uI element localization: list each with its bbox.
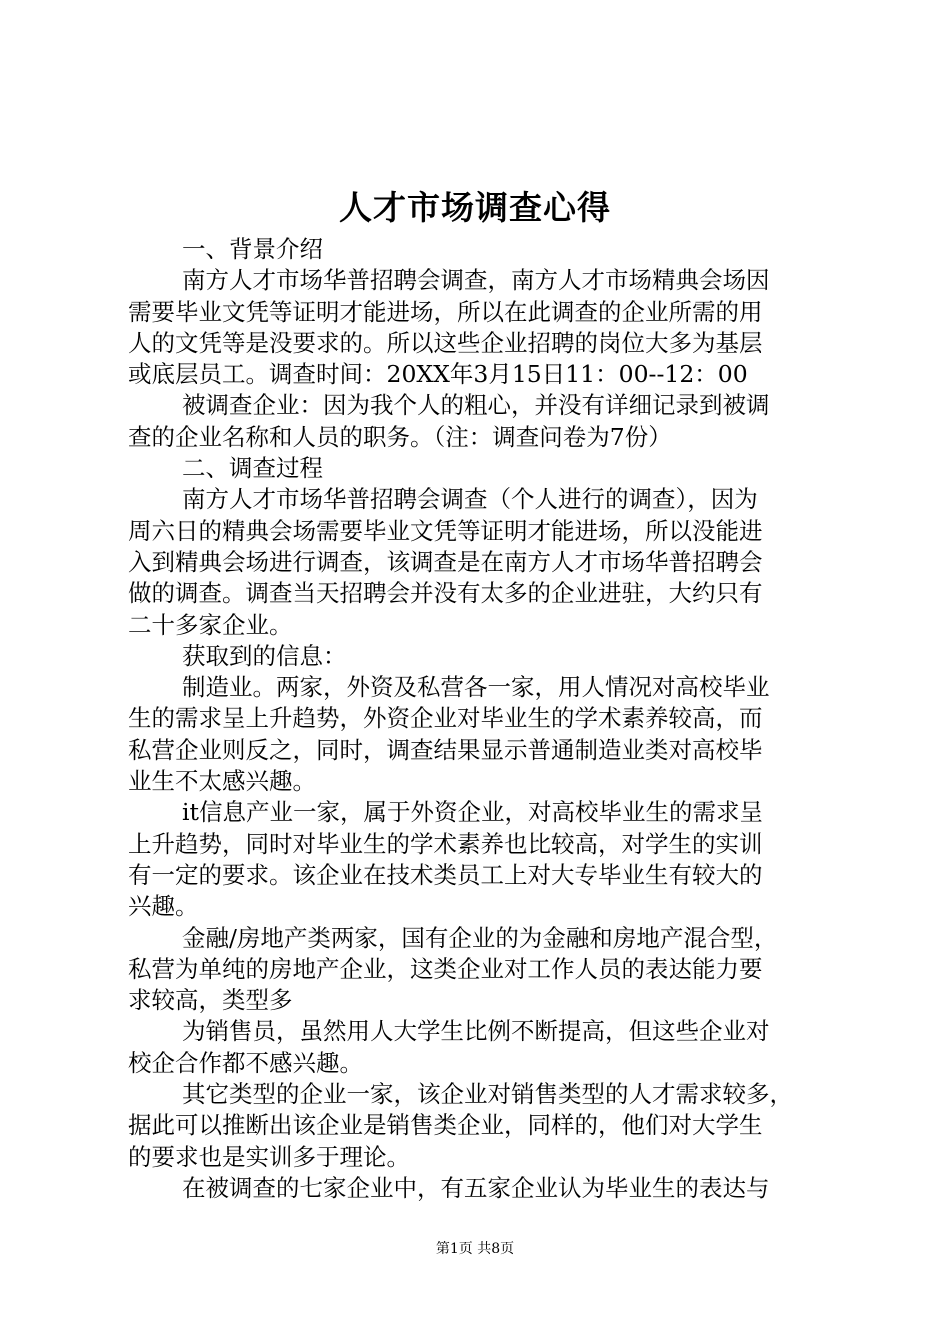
text-line: 私营为单纯的房地产企业，这类企业对工作人员的表达能力要 [128,954,763,983]
text-line: 求较高，类型多 [128,986,293,1015]
text-line: 有一定的要求。该企业在技术类员工上对大专毕业生有较大的 [128,860,763,889]
text-line: 在被调查的七家企业中，有五家企业认为毕业生的表达与 [182,1173,770,1202]
text-line: 业生不太感兴趣。 [128,767,316,796]
text-line: 据此可以推断出该企业是销售类企业，同样的，他们对大学生 [128,1111,763,1140]
text-line: 被调查企业：因为我个人的粗心，并没有详细记录到被调 [182,391,770,420]
text-line: 查的企业名称和人员的职务。（注：调查问卷为7份） [128,422,672,451]
text-line: 制造业。两家，外资及私营各一家，用人情况对高校毕业 [182,673,770,702]
text-line: 周六日的精典会场需要毕业文凭等证明才能进场，所以没能进 [128,516,763,545]
page-footer: 第1页 共8页 [435,1241,515,1257]
text-line: 需要毕业文凭等证明才能进场，所以在此调查的企业所需的用 [128,297,763,326]
text-line: 私营企业则反之，同时，调查结果显示普通制造业类对高校毕 [128,735,763,764]
text-line: 金融/房地产类两家，国有企业的为金融和房地产混合型， [182,923,778,952]
document-title: 人才市场调查心得 [339,188,611,227]
text-line: 二、调查过程 [182,454,323,483]
text-line: 为销售员，虽然用人大学生比例不断提高，但这些企业对 [182,1017,770,1046]
text-line: 一、背景介绍 [182,235,323,263]
text-line: 南方人才市场华普招聘会调查，南方人才市场精典会场因 [182,266,770,295]
text-line: 人的文凭等是没要求的。所以这些企业招聘的岗位大多为基层 [128,328,763,357]
text-line: 兴趣。 [128,892,199,921]
text-line: 二十多家企业。 [128,610,293,639]
text-line: 南方人才市场华普招聘会调查（个人进行的调查），因为 [182,485,758,514]
text-line: 入到精典会场进行调查，该调查是在南方人才市场华普招聘会 [128,547,763,576]
text-line: 生的需求呈上升趋势，外资企业对毕业生的学术素养较高，而 [128,704,763,733]
text-line: 的要求也是实训多于理论。 [128,1142,410,1171]
text-line: 做的调查。调查当天招聘会并没有太多的企业进驻，大约只有 [128,579,763,608]
text-line: 上升趋势，同时对毕业生的学术素养也比较高，对学生的实训 [128,829,763,858]
document-body [128,234,832,1204]
text-line: 或底层员工。调查时间：20XX年3月15日11：00--12：00 [128,360,748,389]
text-line: 校企合作都不感兴趣。 [128,1048,363,1077]
text-line: 其它类型的企业一家，该企业对销售类型的人才需求较多， [182,1080,793,1109]
text-line: it信息产业一家，属于外资企业，对高校毕业生的需求呈 [182,798,763,827]
text-line: 获取到的信息： [182,641,347,670]
